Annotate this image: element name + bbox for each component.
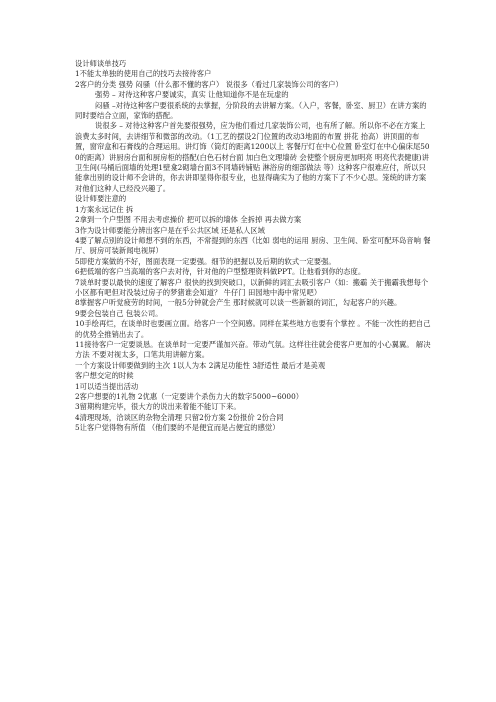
list-item: 7谈单时要以最快的速度了解客户 很快的找到突破口，以新鲜的词汇去吸引客户（如：搬霸 关于搬霸我想每个小区都有吧但对没装过房子的梦猪谁会知道？ 牛仔门 田园地中海中常见吧） bbox=[75, 277, 429, 297]
paragraph: 闷骚 –对待这种客户要很系统的去掌握，分阶段的去讲解方案。（入户，客餐，卧室、厨卫）在讲方案的同时要结合立面，家饰的搭配。 bbox=[75, 100, 427, 121]
list-item: 9要会包装自己 包装公司。 bbox=[75, 308, 163, 318]
paragraph: 强势 – 对待这种客户要诚实，真实 让他知道你不是在玩虚的 bbox=[95, 90, 289, 100]
list-item: 10手绘再烂，在谈单时也要画立面。给客户一个空间感。同样在某些地方也要有个掌控 。不能一次性的把自己的优势全推销出去了。 bbox=[75, 319, 431, 339]
list-item: 11接待客户一定要谈恳。在谈单时一定要严谨加兴奋。带动气氛。这样往往就会使客户更加的小心翼翼。 解决方法 不要对视太多，口笔共用讲解方案。 bbox=[75, 339, 431, 360]
paragraph: 1不能太单独的使用自己的技巧去接待客户 bbox=[75, 69, 212, 79]
list-item: 5让客户觉得物有所值 （他们要的不是便宜而是占便宜的感觉） bbox=[75, 423, 280, 433]
list-item: 1方案永远记住 拆 bbox=[75, 204, 134, 214]
list-item: 2拿到一个户型图 不用去考虑操价 把可以拆的墙体 全拆掉 再去做方案 bbox=[75, 215, 302, 225]
document-title: 设计师谈单技巧 bbox=[75, 59, 127, 68]
section-heading: 客户想交定的时候 bbox=[75, 371, 134, 381]
list-item: 2客户想要的1礼物 2优惠（一定要讲个杀伤力大的数字5000~6000） bbox=[75, 392, 304, 401]
list-item: 5即使方案做的不好，图面表现一定要强。细节的把握以及后期的软式一定要强。 bbox=[75, 256, 336, 266]
document-page bbox=[75, 59, 431, 434]
paragraph: 说很多 – 对待这种客户首先要很强势，应为他们看过几家装饰公司，也有所了解。所以你不必在方案上浪费太多时间，去讲细节和微部的改动。（1工艺的摆设2门位置的改动3地面的布置 拼花 抬高）讲顶面的布置，窗帘盒和石膏线的合理运用。讲灯饰（筒灯的距离1200以上 客餐厅灯在中心位置 卧室灯在中心偏床尾500的距离）讲厨房台面和厨房柜的搭配(白色石材台面 加白色文理墙砖 会使整个厨房更加明亮 明亮代表健康)讲卫生间(马桶后面墙的处理1壁龛2砌墙台面3不同墙砖铺贴 淋浴房的细部做法 等）这种客户很难应付，所以只能拿出别的设计师不会讲的，你去讲即显得你很专业，也显得确实为了他的方案下了不少心思。笼统的讲方案对他们这种人已经没兴趣了。 bbox=[75, 121, 430, 193]
section-heading: 设计师要注意的 bbox=[75, 194, 127, 204]
list-item: 6把低端的客户当高端的客户去对待，针对他的户型整理资料做PPT。让他看到你的态度。 bbox=[75, 267, 366, 277]
list-item: 4清理现场，洽谈区的杂物全清理 只留2份方案 2份报价 2份合同 bbox=[75, 412, 284, 422]
paragraph: 一个方案设计师要做到的主次 1以人为本 2满足功能性 3舒适性 最后才是美观 bbox=[75, 360, 326, 370]
list-item: 4要了解点别的设计师想不到的东西，不常提到的东西（比如 弱电的运用 厨房、卫生间、卧室可配环岛音响 餐厅、厨房可装新闻电视屏） bbox=[75, 235, 431, 256]
list-item: 8掌握客户听觉疲劳的时间，一般5分钟就会产生 那时候就可以谈一些新颖的词汇，勾起客户的兴趣。 bbox=[75, 298, 402, 308]
list-item: 3作为设计师要能分辨出客户是在乎公共区域 还是私人区域 bbox=[75, 225, 265, 235]
list-item: 1可以适当提出活动 bbox=[75, 381, 139, 391]
paragraph: 2客户的分类 强势 闷骚（什么都不懂的客户） 说很多（看过几家装饰公司的客户） bbox=[75, 79, 343, 89]
list-item: 3留期构建完毕，很大方的说出来着能不能订下来。 bbox=[75, 402, 241, 412]
